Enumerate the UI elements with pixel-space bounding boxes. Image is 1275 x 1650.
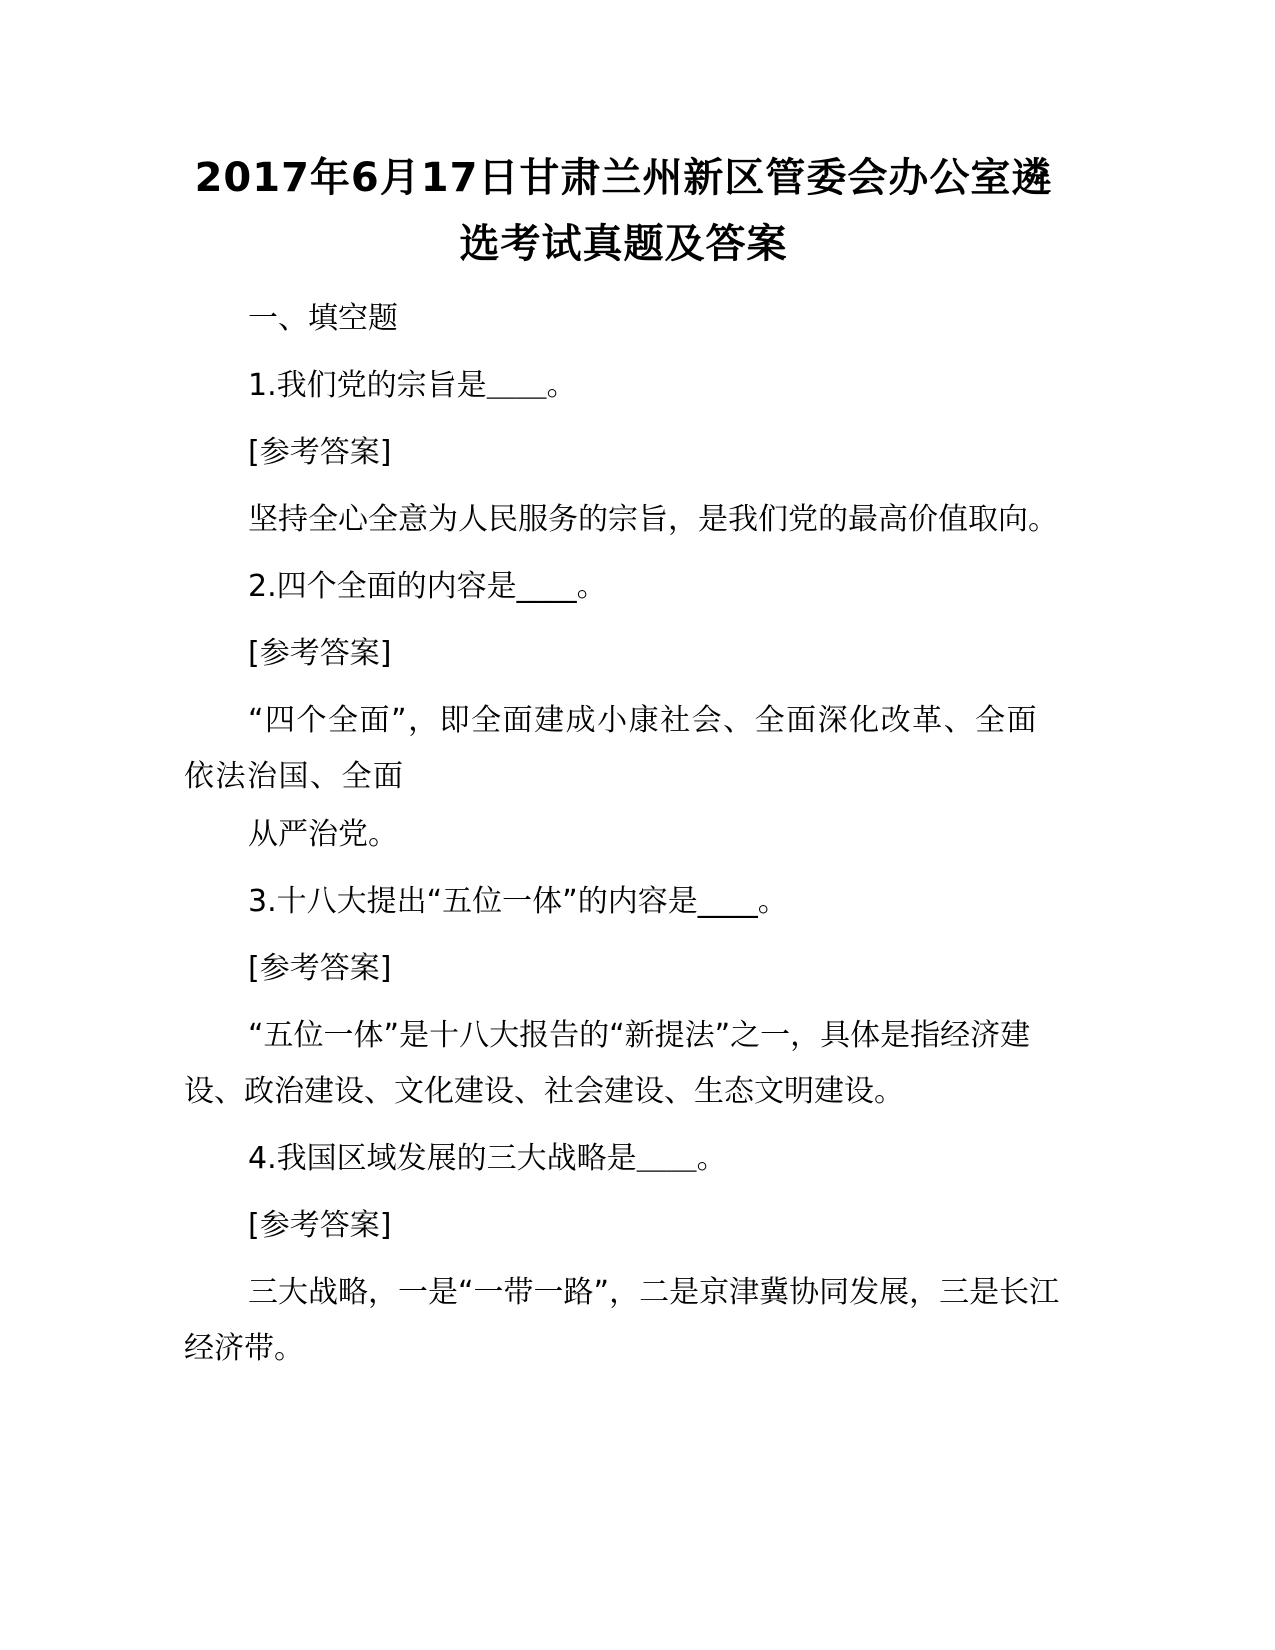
answer-3: “五位一体”是十八大报告的“新提法”之一，具体是指经济建设、政治建设、文化建设、社会建设、生态文明建设。 [184, 1018, 1031, 1109]
answer-label-2: [参考答案] [248, 636, 392, 671]
document-title: 2017年6月17日甘肃兰州新区管委会办公室遴选考试真题及答案 [194, 155, 1053, 267]
question-4: 4.我国区域发展的三大战略是＿＿。 [248, 1141, 727, 1176]
answer-label-1: [参考答案] [248, 435, 392, 470]
answer-label-3: [参考答案] [248, 951, 392, 986]
question-1: 1.我们党的宗旨是＿＿。 [248, 368, 577, 403]
answer-4: 三大战略，一是“一带一路”，二是京津冀协同发展，三是长江经济带。 [184, 1275, 1060, 1366]
answer-label-4: [参考答案] [248, 1208, 392, 1243]
question-2: 2.四个全面的内容是____。 [248, 569, 607, 604]
question-3: 3.十八大提出“五位一体”的内容是____。 [248, 884, 788, 919]
answer-2-part-2: 从严治党。 [248, 817, 398, 852]
section-heading: 一、填空题 [248, 301, 398, 336]
answer-2-part-1: “四个全面”，即全面建成小康社会、全面深化改革、全面依法治国、全面 [184, 703, 1039, 794]
answer-1: 坚持全心全意为人民服务的宗旨，是我们党的最高价值取向。 [248, 502, 1058, 537]
